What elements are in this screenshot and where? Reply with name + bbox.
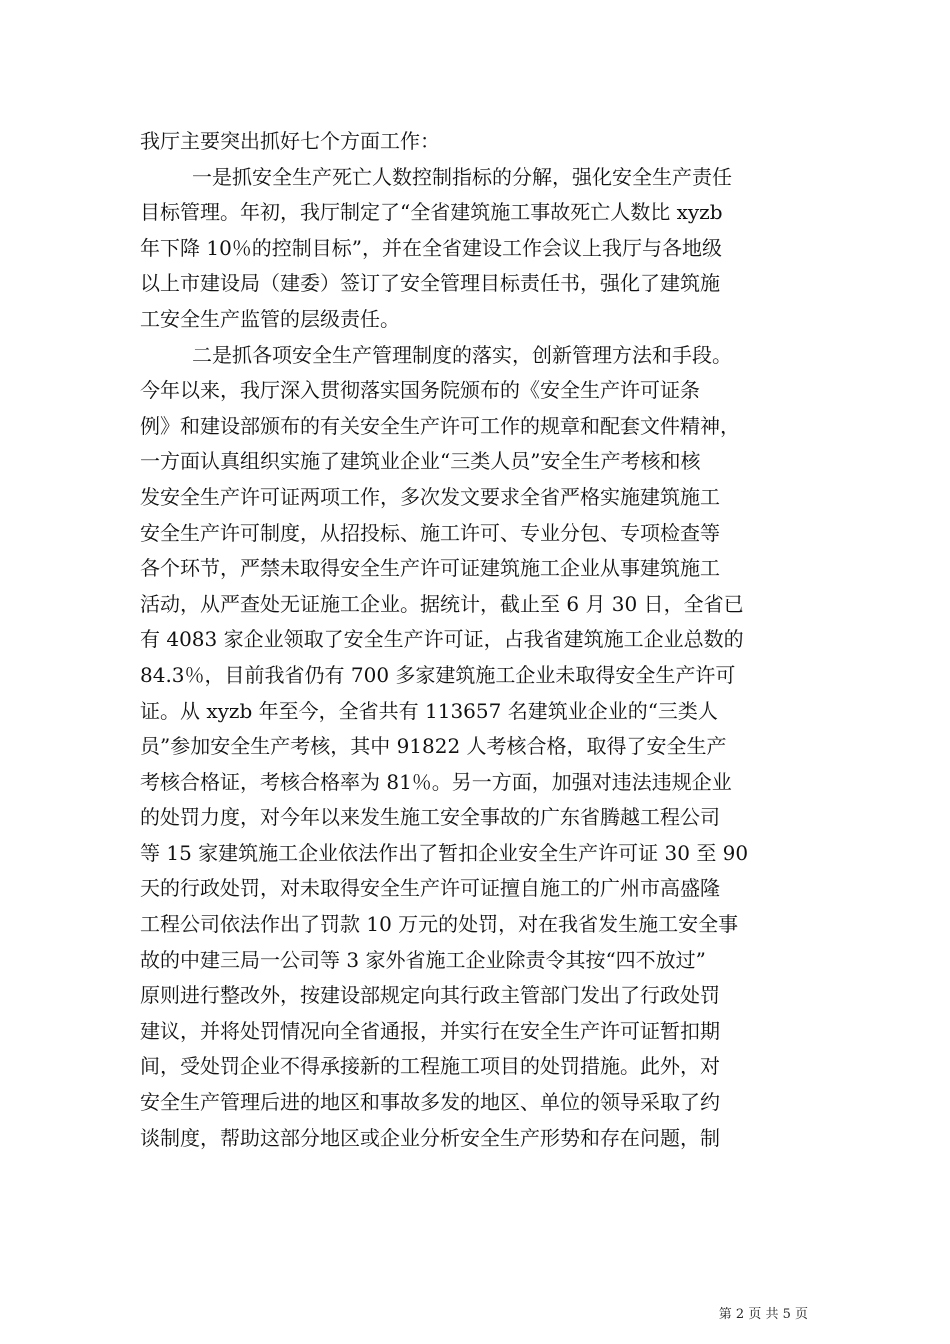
text-line: 84.3％，目前我省仍有 700 多家建筑施工企业未取得安全生产许可 [140, 662, 736, 687]
text-line: 以上市建设局（建委）签订了安全管理目标责任书，强化了建筑施 [140, 271, 720, 296]
text-line: 发安全生产许可证两项工作，多次发文要求全省严格实施建筑施工 [140, 484, 720, 509]
text-line: 故的中建三局一公司等 3 家外省施工企业除责令其按“四不放过” [140, 947, 706, 972]
text-line: 目标管理。年初，我厅制定了“全省建筑施工事故死亡人数比 xyzb [140, 200, 723, 225]
text-line: 谈制度，帮助这部分地区或企业分析安全生产形势和存在问题，制 [140, 1125, 720, 1150]
text-line: 原则进行整改外，按建设部规定向其行政主管部门发出了行政处罚 [140, 983, 720, 1008]
text-line: 的处罚力度，对今年以来发生施工安全事故的广东省腾越工程公司 [140, 805, 720, 830]
text-line: 建议，并将处罚情况向全省通报，并实行在安全生产许可证暂扣期 [140, 1018, 720, 1043]
text-line: 各个环节，严禁未取得安全生产许可证建筑施工企业从事建筑施工 [140, 556, 720, 581]
text-line: 年下降 10％的控制目标”，并在全省建设工作会议上我厅与各地级 [140, 235, 723, 260]
text-line: 工安全生产监管的层级责任。 [140, 306, 400, 331]
paragraph-start-line: 一是抓安全生产死亡人数控制指标的分解，强化安全生产责任 [192, 164, 732, 189]
text-line: 证。从 xyzb 年至今，全省共有 113657 名建筑业企业的“三类人 [140, 698, 718, 723]
text-line: 间，受处罚企业不得承接新的工程施工项目的处罚措施。此外，对 [140, 1054, 720, 1079]
body-text [140, 124, 812, 1156]
text-line: 活动，从严查处无证施工企业。据统计，截止至 6 月 30 日，全省已 [140, 591, 744, 616]
text-line: 安全生产许可制度，从招投标、施工许可、专业分包、专项检查等 [140, 520, 720, 545]
text-line: 例》和建设部颁布的有关安全生产许可工作的规章和配套文件精神， [140, 413, 740, 438]
text-line: 一方面认真组织实施了建筑业企业“三类人员”安全生产考核和核 [140, 449, 701, 474]
text-line: 安全生产管理后进的地区和事故多发的地区、单位的领导采取了约 [140, 1090, 720, 1115]
text-line: 有 4083 家企业领取了安全生产许可证，占我省建筑施工企业总数的 [140, 627, 744, 652]
text-line: 员”参加安全生产考核，其中 91822 人考核合格，取得了安全生产 [140, 734, 727, 759]
page-number-footer: 第 2 页 共 5 页 [718, 1307, 808, 1322]
text-line: 今年以来，我厅深入贯彻落实国务院颁布的《安全生产许可证条 [140, 378, 700, 403]
text-line: 天的行政处罚，对未取得安全生产许可证擅自施工的广州市高盛隆 [140, 876, 720, 901]
text-line: 工程公司依法作出了罚款 10 万元的处罚，对在我省发生施工安全事 [140, 912, 739, 937]
text-line: 考核合格证，考核合格率为 81％。另一方面，加强对违法违规企业 [140, 769, 732, 794]
text-line: 等 15 家建筑施工企业依法作出了暂扣企业安全生产许可证 30 至 90 [140, 840, 749, 865]
text-line: 我厅主要突出抓好七个方面工作： [140, 129, 440, 153]
paragraph-start-line: 二是抓各项安全生产管理制度的落实，创新管理方法和手段。 [192, 342, 732, 367]
